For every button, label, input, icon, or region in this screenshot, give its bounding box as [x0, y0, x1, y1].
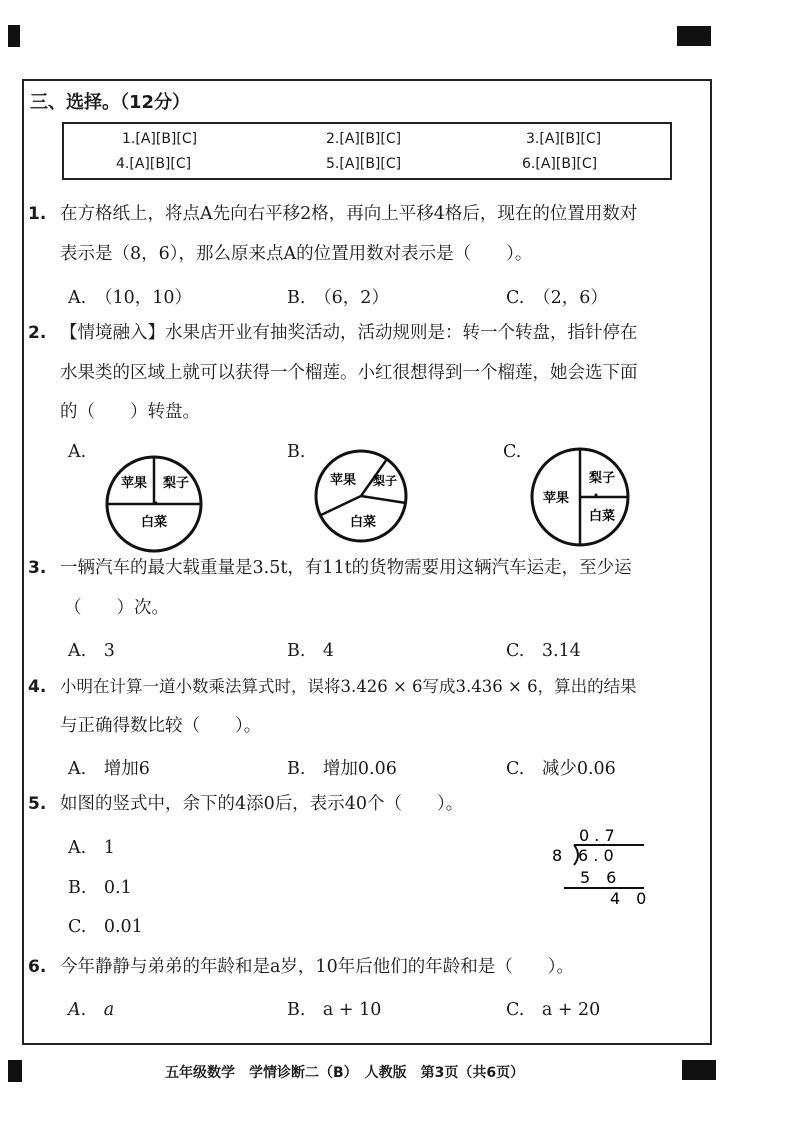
- spinner-c: [529, 446, 631, 548]
- spinner-a-label-cabbage: 白菜: [140, 515, 168, 530]
- spinner-a: [104, 454, 204, 554]
- page-footer: 五年级数学 学情诊断二（B） 人教版 第3页（共6页）: [165, 1065, 525, 1081]
- spinner-a-label-apple: 苹果: [120, 476, 148, 491]
- registration-mark-top-right: [677, 26, 711, 46]
- answer-bubble-1[interactable]: 1.[A][B][C]: [122, 131, 198, 147]
- question-2-option-b[interactable]: B.: [287, 442, 306, 462]
- question-1-text: 表示是（8，6），那么原来点A的位置用数对表示是（ ）。: [60, 244, 533, 264]
- question-4-number: 4.: [28, 677, 47, 697]
- question-2-option-a[interactable]: A.: [68, 442, 87, 462]
- answer-bubble-5[interactable]: 5.[A][B][C]: [326, 156, 402, 172]
- answer-bubble-3[interactable]: 3.[A][B][C]: [526, 131, 602, 147]
- spinner-c-label-pear: 梨子: [588, 471, 616, 486]
- question-2-number: 2.: [28, 323, 47, 343]
- question-1-text: 在方格纸上，将点A先向右平移2格，再向上平移4格后，现在的位置用数对: [60, 204, 638, 224]
- spinner-c-label-apple: 苹果: [542, 491, 570, 506]
- division-quotient: 0 . 7: [579, 826, 615, 845]
- long-division-figure: [548, 825, 648, 909]
- question-2-text: 水果类的区域上就可以获得一个榴莲。小红很想得到一个榴莲，她会选下面: [60, 363, 638, 383]
- question-2-text: 【情境融入】水果店开业有抽奖活动，活动规则是：转一个转盘，指针停在: [60, 323, 638, 343]
- question-3-text: 一辆汽车的最大载重量是3.5t，有11t的货物需要用这辆汽车运走，至少运: [60, 558, 632, 578]
- division-divisor: 8: [552, 846, 563, 865]
- question-6-option-a[interactable]: A. a: [68, 1000, 115, 1020]
- question-5-text: 如图的竖式中，余下的4添0后，表示40个（ ）。: [60, 794, 464, 814]
- question-3-text: （ ）次。: [64, 598, 169, 618]
- question-4-option-c[interactable]: C. 减少0.06: [506, 759, 616, 779]
- division-dividend: 6 . 0: [578, 846, 614, 865]
- question-5-option-b[interactable]: B. 0.1: [68, 878, 132, 898]
- question-6-option-c[interactable]: C. a + 20: [506, 1000, 601, 1020]
- registration-mark-top-left: [8, 25, 20, 47]
- question-5-option-a[interactable]: A. 1: [68, 838, 115, 858]
- question-4-option-b[interactable]: B. 增加0.06: [287, 759, 397, 779]
- question-6-number: 6.: [28, 957, 47, 977]
- spinner-a-label-pear: 梨子: [162, 476, 190, 491]
- answer-sheet: [62, 122, 672, 180]
- spinner-b: [313, 448, 409, 544]
- question-4-text: 小明在计算一道小数乘法算式时，误将3.426 × 6写成3.436 × 6，算出的结果: [60, 677, 637, 696]
- spinner-b-label-apple: 苹果: [329, 473, 357, 488]
- registration-mark-bottom-left: [8, 1060, 22, 1082]
- question-2-option-c[interactable]: C.: [503, 442, 522, 462]
- question-1-number: 1.: [28, 204, 47, 224]
- question-6-text: 今年静静与弟弟的年龄和是a岁，10年后他们的年龄和是（ ）。: [60, 957, 574, 977]
- question-1-option-a[interactable]: A. （10，10）: [68, 288, 192, 308]
- question-2-text: 的（ ）转盘。: [60, 402, 200, 422]
- question-1-option-b[interactable]: B. （6，2）: [287, 288, 389, 308]
- answer-bubble-2[interactable]: 2.[A][B][C]: [326, 131, 402, 147]
- section-title: 三、选择。（12分）: [30, 92, 191, 113]
- question-3-option-a[interactable]: A. 3: [68, 641, 115, 661]
- question-6-option-b[interactable]: B. a + 10: [287, 1000, 382, 1020]
- division-product: 5 6: [580, 868, 617, 887]
- spinner-b-label-pear: 梨子: [372, 474, 398, 488]
- division-remainder: 4 0: [610, 889, 647, 908]
- question-5-number: 5.: [28, 794, 47, 814]
- question-1-option-c[interactable]: C. （2，6）: [506, 288, 608, 308]
- question-4-text: 与正确得数比较（ ）。: [60, 716, 262, 736]
- spinner-c-label-cabbage: 白菜: [588, 509, 616, 524]
- question-3-option-b[interactable]: B. 4: [287, 641, 335, 661]
- answer-bubble-4[interactable]: 4.[A][B][C]: [116, 156, 192, 172]
- registration-mark-bottom-right: [682, 1060, 716, 1080]
- question-3-number: 3.: [28, 558, 47, 578]
- question-4-option-a[interactable]: A. 增加6: [68, 759, 150, 779]
- question-5-option-c[interactable]: C. 0.01: [68, 917, 143, 937]
- question-3-option-c[interactable]: C. 3.14: [506, 641, 581, 661]
- spinner-b-label-cabbage: 白菜: [349, 515, 377, 530]
- answer-bubble-6[interactable]: 6.[A][B][C]: [522, 156, 598, 172]
